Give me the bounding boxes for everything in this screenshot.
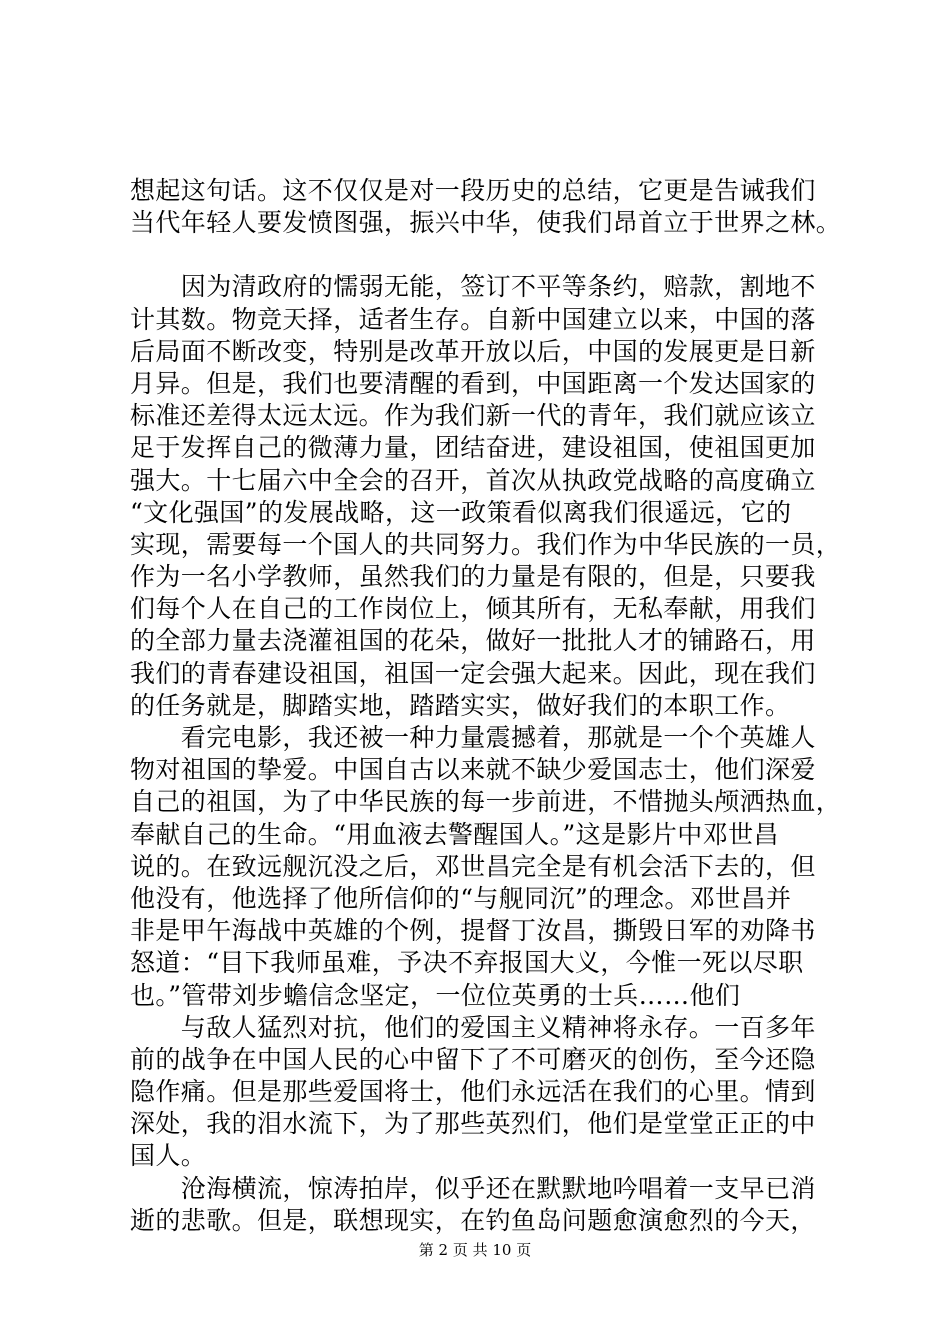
page-number-footer: 第 2 页 共 10 页 xyxy=(418,1241,532,1259)
text-line: 们每个人在自己的工作岗位上，倾其所有，无私奉献，用我们 xyxy=(130,594,816,624)
body-text xyxy=(130,175,840,1237)
text-line: 前的战争在中国人民的心中留下了不可磨灭的创伤，至今还隐 xyxy=(130,1044,816,1074)
text-line: 想起这句话。这不仅仅是对一段历史的总结，它更是告诫我们 xyxy=(130,176,816,205)
text-line: 我们的青春建设祖国，祖国一定会强大起来。因此，现在我们 xyxy=(130,658,816,688)
text-line: 计其数。物竞天择，适者生存。自新中国建立以来，中国的落 xyxy=(130,304,816,334)
text-line: 也。”管带刘步蟾信念坚定，一位位英勇的士兵……他们 xyxy=(130,980,741,1010)
text-line: 逝的悲歌。但是，联想现实，在钓鱼岛问题愈演愈烈的今天， xyxy=(130,1205,816,1235)
text-line: 后局面不断改变，特别是改革开放以后，中国的发展更是日新 xyxy=(130,336,816,366)
paragraph-gap xyxy=(130,239,840,271)
text-line: 隐作痛。但是那些爱国将士，他们永远活在我们的心里。情到 xyxy=(130,1077,816,1107)
text-line: 非是甲午海战中英雄的个例，提督丁汝昌，撕毁日军的劝降书 xyxy=(130,916,816,946)
text-line: 的任务就是，脚踏实地，踏踏实实，做好我们的本职工作。 xyxy=(130,690,791,720)
text-line: 他没有，他选择了他所信仰的“与舰同沉”的理念。邓世昌并 xyxy=(130,883,792,913)
text-line: 说的。在致远舰沉没之后，邓世昌完全是有机会活下去的，但 xyxy=(130,851,816,881)
text-line: 深处，我的泪水流下，为了那些英烈们，他们是堂堂正正的中 xyxy=(130,1109,816,1139)
text-line: 物对祖国的挚爱。中国自古以来就不缺少爱国志士，他们深爱 xyxy=(130,755,816,785)
text-line: 当代年轻人要发愤图强，振兴中华，使我们昂首立于世界之林。 xyxy=(130,208,842,238)
text-line: 沧海横流，惊涛拍岸，似乎还在默默地吟唱着一支早已消 xyxy=(130,1173,816,1203)
text-line: 足于发挥自己的微薄力量，团结奋进，建设祖国，使祖国更加 xyxy=(130,433,816,463)
text-line: 国人。 xyxy=(130,1141,207,1171)
text-line: 怒道：“目下我师虽难，予决不弃报国大义，今惟一死以尽职 xyxy=(130,948,804,978)
text-line: “文化强国”的发展战略，这一政策看似离我们很遥远，它的 xyxy=(130,497,792,527)
text-line: 因为清政府的懦弱无能，签订不平等条约，赔款，割地不 xyxy=(130,272,816,302)
text-line: 月异。但是，我们也要清醒的看到，中国距离一个发达国家的 xyxy=(130,368,816,398)
text-line: 自己的祖国，为了中华民族的每一步前进，不惜抛头颅洒热血， xyxy=(130,787,842,817)
text-line: 强大。十七届六中全会的召开，首次从执政党战略的高度确立 xyxy=(130,465,816,495)
text-line: 奉献自己的生命。“用血液去警醒国人。”这是影片中邓世昌 xyxy=(130,819,779,849)
text-line: 作为一名小学教师，虽然我们的力量是有限的，但是，只要我 xyxy=(130,562,816,592)
text-line: 与敌人猛烈对抗，他们的爱国主义精神将永存。一百多年 xyxy=(130,1012,816,1042)
text-line: 的全部力量去浇灌祖国的花朵，做好一批批人才的铺路石，用 xyxy=(130,626,816,656)
text-line: 看完电影，我还被一种力量震撼着，那就是一个个英雄人 xyxy=(130,723,816,752)
text-line: 标准还差得太远太远。作为我们新一代的青年，我们就应该立 xyxy=(130,401,816,431)
text-line: 实现，需要每一个国人的共同努力。我们作为中华民族的一员， xyxy=(130,529,842,559)
